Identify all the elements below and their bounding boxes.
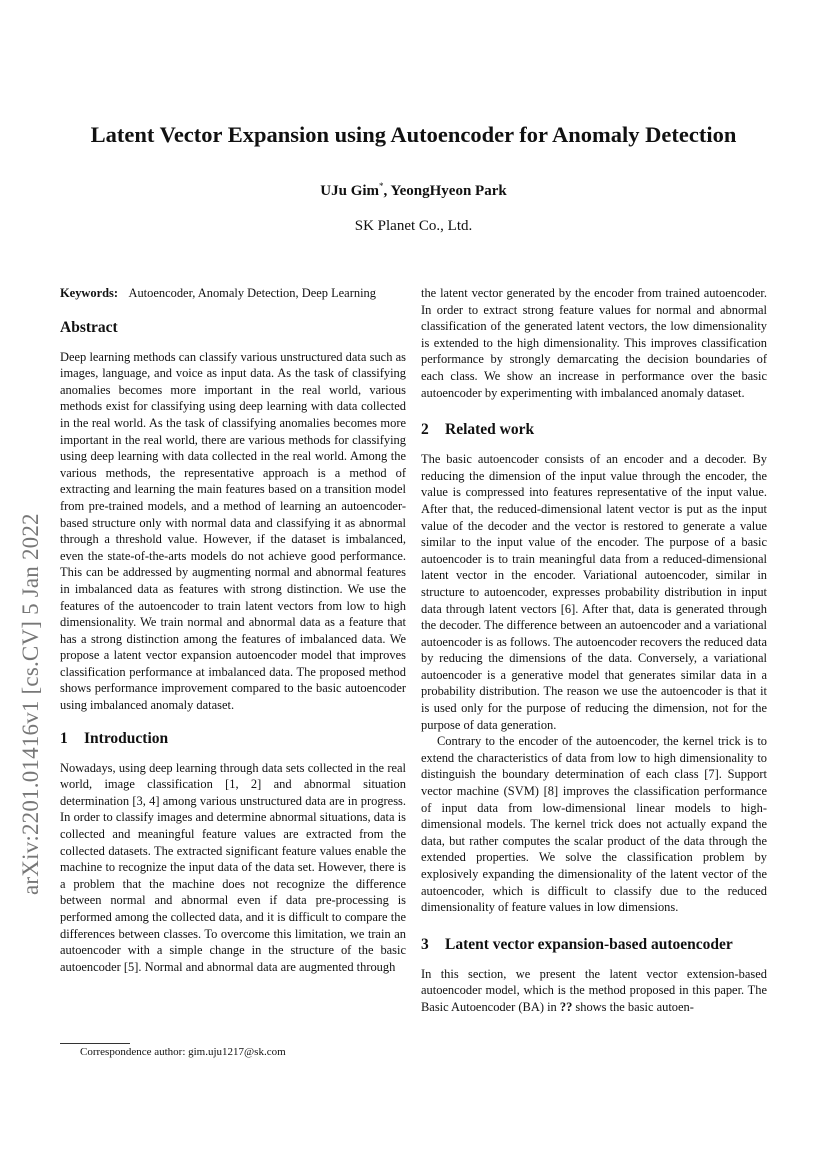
section-title: Related work — [445, 421, 535, 439]
keywords — [60, 285, 406, 302]
affiliation: SK Planet Co., Ltd. — [354, 218, 473, 234]
authors — [0, 181, 827, 200]
section-heading-related-work — [421, 421, 767, 439]
footnote: Correspondence author: gim.uju1217@sk.com — [80, 1046, 286, 1058]
paper-title: Latent Vector Expansion using Autoencoder for Anomaly Detection — [90, 122, 737, 147]
keywords-text: Autoencoder, Anomaly Detection, Deep Learning — [128, 286, 376, 300]
section-number: 1 — [60, 729, 68, 747]
abstract-text: Deep learning methods can classify various unstructured data such as images, language, and voice as input data. As the task of classifying anomalies becomes more important in the real world, various methods exist for classifying using deep learning with data collected in the real world. As the task of classifying anomalies becomes more important in the real world, there are various methods for classifying using deep learning with data collected in the real world. Among the various methods, the representative approach is a method of extracting and learning the main features based on a transition model from pre-trained models, and a method of learning an autoencoder-based structure only with normal data and classifying it as abnormal through a threshold value. However, if the dataset is imbalanced, even the state-of-the-arts models do not achieve good performance. This can be addressed by augmenting normal and abnormal features in imbalanced data as features with strong distinction. We use the features of the autoencoder to train latent vectors from low to high dimensionality. We train normal and abnormal data as a feature that has a strong distinction among the features of imbalanced data. We propose a latent vector expansion autoencoder model that improves classification performance at imbalanced data. The proposed method shows performance improvement compared to the basic autoencoder using imbalanced anomaly dataset. — [60, 349, 406, 713]
abstract-heading: Abstract — [60, 318, 118, 336]
arxiv-stamp: arXiv:2201.01416v1 [cs.CV] 5 Jan 2022 — [18, 513, 43, 895]
section-heading-method — [421, 936, 767, 954]
author-2: , YeongHyeon Park — [383, 183, 507, 199]
left-column — [60, 285, 406, 975]
section-title: Introduction — [84, 729, 169, 747]
broken-reference[interactable]: ?? — [559, 999, 573, 1014]
introduction-continued: the latent vector generated by the encoder from trained autoencoder. In order to extract strong feature values for normal and abnormal classification of the generated latent vectors, the low dimensionality is extended to the high dimensionality. This improves classification performance by strongly demarcating the decision boundaries of each class. We show an increase in performance over the basic autoencoder by experimenting with imbalanced anomaly dataset. — [421, 286, 767, 400]
method-text-b: shows the basic autoen- — [572, 999, 694, 1014]
section-heading-introduction — [60, 730, 406, 748]
section-title: Latent vector expansion-based autoencoder — [445, 935, 733, 953]
author-1: UJu Gim — [320, 183, 380, 199]
right-column — [421, 285, 767, 1016]
footnote-rule — [60, 1043, 130, 1044]
keywords-label: Keywords: — [60, 286, 119, 300]
related-work-paragraph-1: The basic autoencoder consists of an encoder and a decoder. By reducing the dimension of the input value through the encoder, the value is compressed into features representative of the input value. After that, the reduced-dimensional latent vector is put as the input value of the decoder and the vector is restored to generate a value similar to the input value of the encoder. The purpose of a basic autoencoder is to train meaningful data from a reduced-dimensional latent vector in the encoder. Variational autoencoder, similar in structure to autoencoder, expresses probability distribution in input data through latent vectors [6]. After that, data is generated through the decoder. The difference between an autoencoder and a variational autoencoder is as follows. The autoencoder recovers the reduced data by reducing the dimensions of the data. Conversely, a variational autoencoder is a generative model that generates similar data in a probability distribution. The reason we use the autoencoder is that it is used only for the purpose of reducing the dimension, not for the purpose of data generation. — [421, 452, 767, 732]
introduction-text: Nowadays, using deep learning through data sets collected in the real world, image classification [1, 2] and abnormal situation determination [3, 4] among various unstructured data are in progress. In order to classify images and determine abnormal situations, data is collected and meaningful feature values are extracted from the collected datasets. The extracted significant feature values enable the machine to recognize the input data of the data set. However, there is a problem that the machine does not recognize the difference between normal and abnormal even if data pre-processing is performed among the collected data, and it is difficult to compare the differences between classes. To overcome this limitation, we train an autoencoder with a simple change in the structure of the basic autoencoder [5]. Normal and abnormal data are augmented through — [60, 760, 406, 974]
correspondence-mark: * — [379, 181, 384, 191]
method-text — [421, 966, 767, 1016]
section-number: 2 — [421, 421, 429, 439]
related-work-paragraph-2: Contrary to the encoder of the autoencoder, the kernel trick is to extend the characteristics of data from low to high dimensionality to distinguish the boundary determination of each class [7]. Support vector machine (SVM) [8] improves the classification performance of input data from low-dimensional linear models to high-dimensional models. The kernel trick does not actually expand the data, but rather computes the scalar product of the data through the extended properties. We solve the classification problem by explosively expanding the dimensionality of the latent vector of the autoencoder, which is difficult to classify due to the reduced dimensionality of feature values in low dimensions. — [421, 734, 767, 915]
section-number: 3 — [421, 935, 429, 953]
method-text-a: In this section, we present the latent vector extension-based autoencoder model, which is the method proposed in this paper. The Basic Autoencoder (BA) in — [421, 966, 767, 1014]
